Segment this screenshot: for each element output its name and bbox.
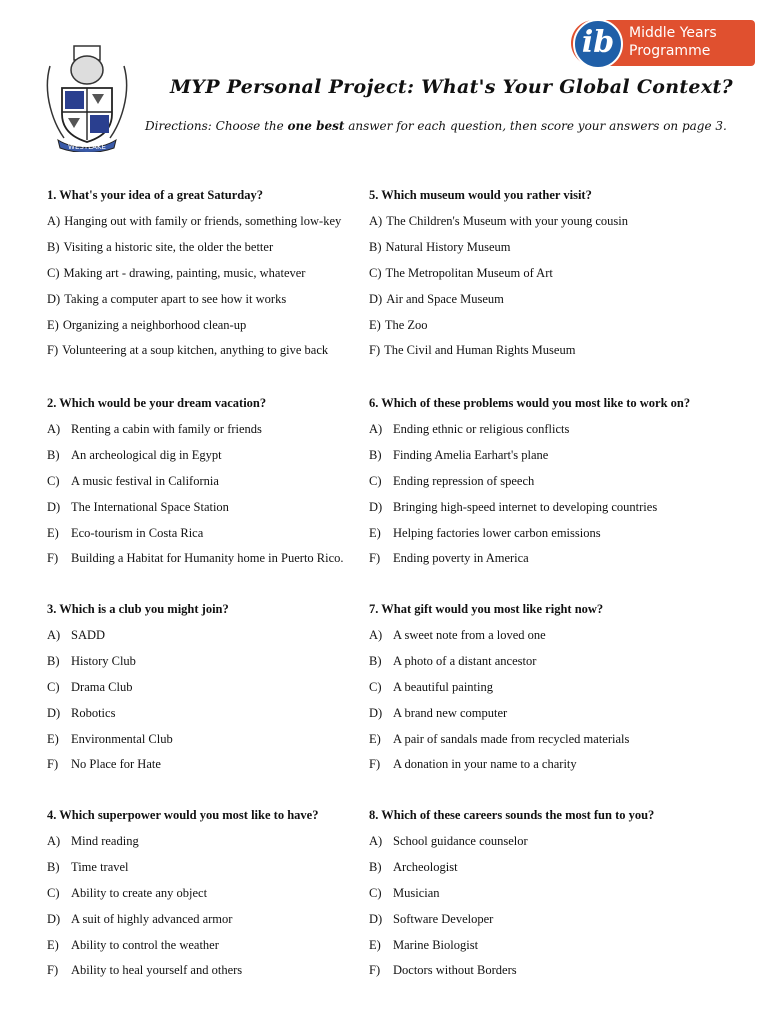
option-text: Hanging out with family or friends, something low-key	[64, 214, 342, 228]
answer-option[interactable]	[47, 833, 417, 859]
option-letter: B)	[47, 447, 60, 462]
option-text: A beautiful painting	[393, 679, 493, 694]
answer-option[interactable]	[47, 550, 417, 576]
option-text: Ending poverty in America	[393, 551, 529, 566]
option-letter: D)	[47, 705, 61, 720]
option-letter: C)	[369, 679, 382, 694]
answer-option[interactable]	[47, 731, 417, 757]
question-block	[47, 601, 417, 782]
ib-line-1: Middle Years	[629, 25, 717, 41]
question-title: 8. Which of these careers sounds the most fun to you?	[369, 808, 655, 822]
option-text: A sweet note from a loved one	[393, 628, 546, 642]
page-title: MYP Personal Project: What's Your Global Context?	[170, 76, 733, 98]
option-letter: B)	[369, 447, 382, 462]
option-text: Renting a cabin with family or friends	[71, 422, 262, 436]
option-text: Bringing high-speed internet to developing countries	[393, 499, 658, 514]
option-text: Visiting a historic site, the older the better	[63, 239, 274, 254]
answer-option[interactable]	[47, 937, 417, 963]
option-letter: E)	[47, 731, 59, 746]
answer-option[interactable]	[369, 679, 739, 705]
option-letter: F)	[47, 343, 59, 358]
option-text: Ending ethnic or religious conflicts	[393, 422, 570, 436]
option-letter: C)	[47, 679, 60, 694]
option-letter: B)	[47, 859, 60, 874]
answer-option[interactable]	[369, 731, 739, 757]
answer-option[interactable]	[369, 911, 739, 937]
question-block	[369, 601, 739, 782]
question-block	[47, 187, 417, 368]
option-text: Helping factories lower carbon emissions	[393, 525, 601, 540]
question-title: 3. Which is a club you might join?	[47, 602, 229, 616]
option-text: Time travel	[71, 859, 129, 874]
answer-option[interactable]	[47, 679, 417, 705]
answer-option[interactable]	[369, 833, 739, 859]
option-letter: A)	[47, 628, 61, 642]
option-letter: A)	[369, 628, 383, 642]
option-letter: D)	[369, 705, 383, 720]
directions-text-end: answer for each question, then score your answers on page 3.	[344, 119, 727, 133]
option-text: Finding Amelia Earhart's plane	[393, 447, 549, 462]
option-letter: A)	[47, 422, 61, 436]
option-letter: E)	[47, 937, 59, 952]
answer-option[interactable]	[47, 756, 417, 782]
option-letter: C)	[47, 473, 60, 488]
option-text: No Place for Hate	[71, 757, 161, 772]
option-text: Ability to heal yourself and others	[71, 963, 243, 978]
answer-option[interactable]	[47, 705, 417, 731]
option-letter: F)	[369, 963, 381, 978]
option-letter: F)	[47, 551, 59, 566]
question-title: 7. What gift would you most like right now?	[369, 602, 604, 616]
option-text: Archeologist	[393, 859, 458, 874]
answer-option[interactable]	[369, 627, 739, 653]
answer-option[interactable]	[369, 885, 739, 911]
option-text: The Metropolitan Museum of Art	[385, 265, 553, 280]
option-letter: C)	[369, 265, 382, 280]
option-text: An archeological dig in Egypt	[71, 447, 222, 462]
option-letter: A)	[369, 422, 383, 436]
crest-banner-label: WESTLAKE	[68, 143, 106, 151]
option-letter: D)	[47, 911, 61, 926]
answer-option[interactable]	[369, 525, 739, 551]
question-block	[47, 807, 417, 988]
answer-option[interactable]	[369, 962, 739, 988]
answer-option[interactable]	[369, 317, 739, 343]
answer-option[interactable]	[47, 265, 417, 291]
option-letter: E)	[369, 937, 381, 952]
question-block	[47, 395, 417, 576]
answer-option[interactable]	[47, 911, 417, 937]
question-block	[369, 807, 739, 988]
option-letter: F)	[369, 343, 381, 358]
option-text: Drama Club	[71, 679, 133, 694]
question-title: 2. Which would be your dream vacation?	[47, 396, 267, 410]
answer-option[interactable]	[369, 859, 739, 885]
option-letter: E)	[47, 525, 59, 540]
answer-option[interactable]	[47, 473, 417, 499]
option-letter: D)	[369, 911, 383, 926]
option-letter: B)	[47, 239, 60, 254]
answer-option[interactable]	[369, 265, 739, 291]
answer-option[interactable]	[369, 653, 739, 679]
option-letter: B)	[369, 239, 382, 254]
option-text: Doctors without Borders	[393, 963, 517, 978]
option-text: Mind reading	[71, 834, 139, 848]
answer-option[interactable]	[369, 342, 739, 368]
answer-option[interactable]	[47, 421, 417, 447]
answer-option[interactable]	[47, 447, 417, 473]
option-text: The Zoo	[384, 317, 428, 332]
option-letter: D)	[369, 291, 383, 306]
directions	[145, 119, 745, 133]
answer-option[interactable]	[369, 291, 739, 317]
answer-option[interactable]	[369, 550, 739, 576]
option-text: A donation in your name to a charity	[393, 757, 577, 772]
option-letter: D)	[47, 291, 61, 306]
directions-text-start: Directions: Choose the	[145, 119, 288, 133]
answer-option[interactable]	[369, 705, 739, 731]
answer-option[interactable]	[369, 937, 739, 963]
answer-option[interactable]	[369, 421, 739, 447]
option-text: Making art - drawing, painting, music, whatever	[63, 265, 306, 280]
answer-option[interactable]	[47, 291, 417, 317]
option-letter: C)	[369, 473, 382, 488]
answer-option[interactable]	[47, 499, 417, 525]
ib-programme-name	[629, 24, 717, 60]
answer-option[interactable]	[47, 317, 417, 343]
answer-option[interactable]	[47, 653, 417, 679]
option-text: SADD	[71, 628, 106, 642]
question-block	[369, 187, 739, 368]
question-title: 4. Which superpower would you most like to have?	[47, 808, 319, 822]
option-letter: E)	[369, 317, 381, 332]
option-text: Ending repression of speech	[393, 473, 535, 488]
option-text: A pair of sandals made from recycled materials	[393, 731, 630, 746]
answer-option[interactable]	[47, 342, 417, 368]
option-text: A brand new computer	[393, 705, 508, 720]
option-text: Natural History Museum	[385, 239, 511, 254]
question-title: 5. Which museum would you rather visit?	[369, 188, 592, 202]
answer-option[interactable]	[369, 447, 739, 473]
answer-option[interactable]	[47, 885, 417, 911]
ib-line-2: Programme	[629, 43, 711, 59]
option-letter: A)	[47, 214, 61, 228]
answer-option[interactable]	[47, 213, 417, 239]
question-title: 6. Which of these problems would you most like to work on?	[369, 396, 691, 410]
option-letter: E)	[369, 731, 381, 746]
question-title: 1. What's your idea of a great Saturday?	[47, 188, 263, 202]
option-text: The Civil and Human Rights Museum	[384, 343, 576, 358]
option-letter: E)	[369, 525, 381, 540]
option-text: Marine Biologist	[393, 937, 479, 952]
option-text: Ability to control the weather	[71, 937, 219, 952]
answer-option[interactable]	[47, 239, 417, 265]
option-letter: D)	[369, 499, 383, 514]
option-text: Volunteering at a soup kitchen, anything to give back	[62, 343, 329, 358]
option-text: Building a Habitat for Humanity home in Puerto Rico.	[71, 551, 344, 566]
option-text: Eco-tourism in Costa Rica	[71, 525, 204, 540]
option-letter: A)	[47, 834, 61, 848]
option-text: Robotics	[71, 705, 116, 720]
option-text: The Children's Museum with your young cousin	[386, 214, 629, 228]
option-text: A music festival in California	[71, 473, 219, 488]
option-text: Environmental Club	[71, 731, 173, 746]
option-letter: A)	[369, 214, 383, 228]
option-letter: B)	[369, 859, 382, 874]
answer-option[interactable]	[47, 859, 417, 885]
option-text: School guidance counselor	[393, 834, 528, 848]
school-crest-logo	[44, 44, 130, 152]
ib-myp-logo	[571, 20, 755, 66]
option-letter: F)	[47, 963, 59, 978]
option-letter: F)	[369, 551, 381, 566]
option-text: A suit of highly advanced armor	[71, 911, 233, 926]
answer-option[interactable]	[369, 239, 739, 265]
option-letter: B)	[47, 653, 60, 668]
answer-option[interactable]	[47, 962, 417, 988]
option-letter: C)	[47, 265, 60, 280]
question-block	[369, 395, 739, 576]
option-text: Ability to create any object	[71, 885, 208, 900]
option-text: Air and Space Museum	[386, 291, 504, 306]
answer-option[interactable]	[369, 473, 739, 499]
answer-option[interactable]	[47, 627, 417, 653]
option-text: Musician	[393, 885, 440, 900]
option-letter: F)	[47, 757, 59, 772]
option-text: History Club	[71, 653, 136, 668]
option-letter: E)	[47, 317, 59, 332]
option-letter: C)	[369, 885, 382, 900]
option-text: A photo of a distant ancestor	[393, 653, 537, 668]
option-letter: F)	[369, 757, 381, 772]
option-letter: C)	[47, 885, 60, 900]
answer-option[interactable]	[47, 525, 417, 551]
option-letter: B)	[369, 653, 382, 668]
answer-option[interactable]	[369, 756, 739, 782]
directions-emphasis: one best	[287, 119, 345, 133]
ib-mark: ib	[573, 19, 623, 69]
answer-option[interactable]	[369, 499, 739, 525]
answer-option[interactable]	[369, 213, 739, 239]
option-text: Organizing a neighborhood clean-up	[62, 317, 247, 332]
option-letter: D)	[47, 499, 61, 514]
option-text: Taking a computer apart to see how it works	[64, 291, 287, 306]
option-text: The International Space Station	[71, 499, 229, 514]
option-text: Software Developer	[393, 911, 494, 926]
option-letter: A)	[369, 834, 383, 848]
